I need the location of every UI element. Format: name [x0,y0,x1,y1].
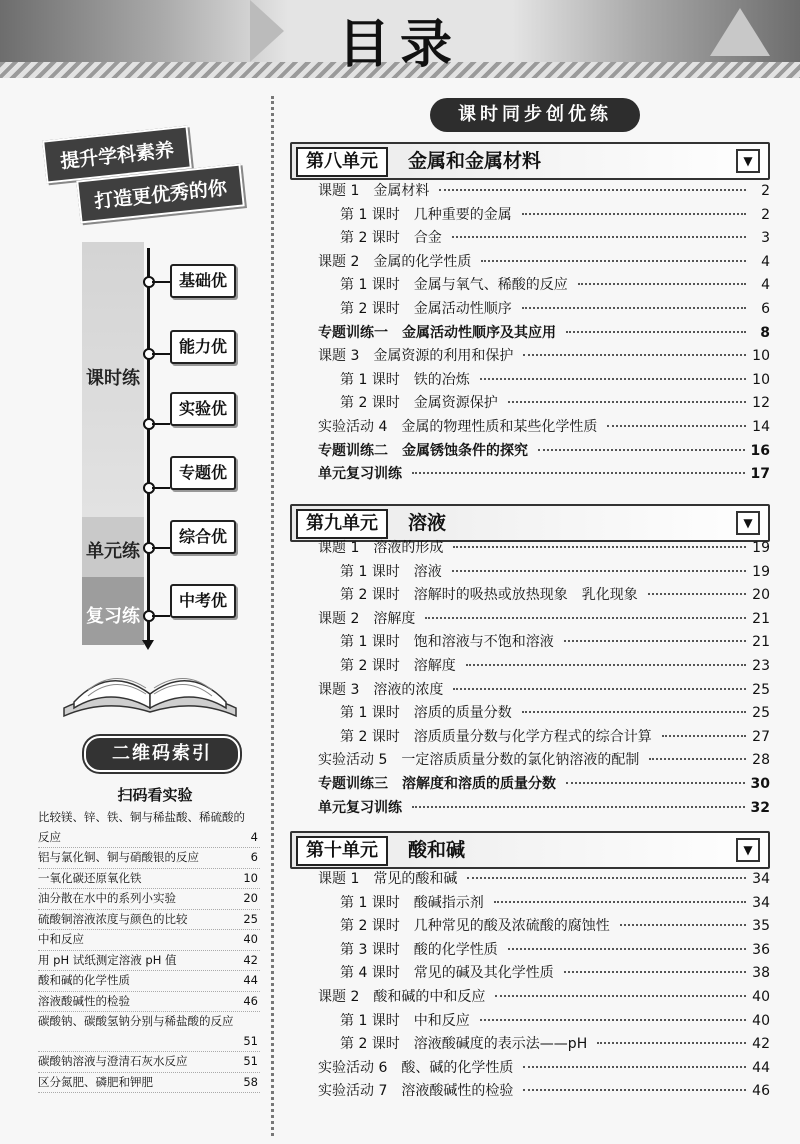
toc-row[interactable] [318,322,770,346]
dot-leader [453,688,746,690]
toc-row-label: 第 1 课时 中和反应 [340,1012,470,1029]
dot-leader [425,617,746,619]
toc-row-page: 8 [760,324,770,341]
dot-leader [508,948,746,950]
toc-row-page: 38 [752,965,770,982]
dot-leader [453,546,746,548]
toc-row[interactable] [318,204,770,228]
qr-item[interactable]: 用 pH 试纸测定溶液 pH 值 42 [38,951,260,972]
toc-row[interactable] [318,679,770,703]
toc-row-page: 16 [750,442,770,459]
toc-row-page: 4 [761,253,770,270]
toc-row-label: 第 2 课时 合金 [340,230,442,247]
dot-leader [523,1066,746,1068]
toc-row-label: 课题 1 常见的酸和碱 [318,871,458,887]
toc-row[interactable] [318,1033,770,1057]
toc-row-page: 34 [752,894,770,911]
toc-row-page: 2 [761,183,770,199]
toc-row-label: 实验活动 7 溶液酸碱性的检验 [318,1083,514,1100]
dot-leader [495,995,746,997]
toc-row-page: 12 [752,395,770,412]
toc-row-page: 46 [752,1083,770,1100]
unit-title: 溶液 [408,512,447,534]
unit-name: 第九单元 [296,509,388,539]
chevron-down-icon: ▼ [736,511,760,535]
toc-row-page: 40 [752,988,770,1005]
dot-leader [620,924,746,926]
toc-row-page: 6 [761,300,770,317]
dot-leader [480,1019,746,1021]
dot-leader [467,877,746,879]
qr-item[interactable]: 区分氮肥、磷肥和钾肥 58 [38,1073,260,1094]
ladder-axis [147,248,150,642]
dot-leader [481,260,746,262]
toc-row[interactable] [318,962,770,986]
toc-row[interactable] [318,180,770,204]
toc-row-label: 第 4 课时 常见的碱及其化学性质 [340,965,554,982]
toc-row-page: 25 [752,705,770,722]
dot-leader [452,570,746,572]
dot-leader [566,782,745,784]
dot-leader [538,449,745,451]
dot-leader [452,236,746,238]
dot-leader [578,283,746,285]
toc-row-page: 36 [752,941,770,958]
toc-row[interactable] [318,440,770,464]
toc-row-page: 27 [752,728,770,745]
qr-item[interactable]: 溶液酸碱性的检验 46 [38,992,260,1013]
dot-leader [597,1042,746,1044]
unit-header-10 [290,831,770,869]
chevron-down-icon: ▼ [736,149,760,173]
unit-name: 第十单元 [296,836,388,866]
toc-row-page: 23 [752,657,770,674]
toc-row-page: 32 [750,799,770,816]
dot-leader [522,307,746,309]
toc-row[interactable] [318,702,770,726]
ladder-item-topic: 专题优 [170,456,236,490]
toc-row-page: 20 [752,587,770,604]
toc-row[interactable] [318,1010,770,1034]
toc-row[interactable] [318,1057,770,1081]
side-label-review: 复习练 [86,606,140,627]
toc-row[interactable] [318,274,770,298]
dot-leader [494,901,746,903]
toc-row[interactable] [318,655,770,679]
side-label-unit: 单元练 [86,541,140,562]
toc-row-label: 第 1 课时 铁的冶炼 [340,371,470,388]
toc-row-label: 第 3 课时 酸的化学性质 [340,941,498,958]
toc-row-page: 42 [752,1036,770,1053]
toc-row-label: 专题训练三 溶解度和溶质的质量分数 [318,775,556,792]
ladder-item-comprehensive: 综合优 [170,520,236,554]
dot-leader [466,664,746,666]
toc-row-label: 单元复习训练 [318,466,402,483]
toc-row[interactable] [318,227,770,251]
toc-row-label: 实验活动 4 金属的物理性质和某些化学性质 [318,418,598,435]
toc-row-label: 专题训练一 金属活动性顺序及其应用 [318,324,556,341]
qr-index-subtitle: 扫码看实验 [117,786,193,804]
toc-row-page: 40 [752,1012,770,1029]
side-label-lesson: 课时练 [86,368,140,389]
toc-row-page: 21 [752,634,770,651]
ladder-item-basic: 基础优 [170,264,236,298]
dot-leader [649,758,746,760]
toc-row-page: 19 [752,540,770,556]
toc-row-label: 第 1 课时 溶质的质量分数 [340,705,512,722]
dot-leader [439,189,746,191]
toc-row-label: 课题 2 溶解度 [318,610,416,627]
toc-row-label: 专题训练二 金属锈蚀条件的探究 [318,442,528,459]
toc-row[interactable] [318,773,770,797]
ladder-item-exam: 中考优 [170,584,236,618]
toc-row[interactable] [318,986,770,1010]
dot-leader [523,354,746,356]
chevron-down-icon: ▼ [736,838,760,862]
toc-row-label: 课题 1 溶液的形成 [318,540,444,556]
toc-row-label: 实验活动 6 酸、碱的化学性质 [318,1059,514,1076]
toc-row[interactable] [318,749,770,773]
unit-title: 金属和金属材料 [408,150,542,172]
toc-row-page: 3 [761,230,770,247]
toc-row[interactable] [318,631,770,655]
section-banner: 课时同步创优练 [430,98,640,132]
toc-row-label: 第 2 课时 溶质质量分数与化学方程式的综合计算 [340,728,652,745]
toc-row-page: 10 [752,348,770,365]
ladder-item-experiment: 实验优 [170,392,236,426]
toc-row[interactable] [318,939,770,963]
toc-row-label: 第 2 课时 金属活动性顺序 [340,300,512,317]
dot-leader [412,472,745,474]
toc-row[interactable] [318,463,770,487]
toc-row[interactable] [318,416,770,440]
toc-row[interactable] [318,537,770,561]
toc-row-label: 第 1 课时 饱和溶液与不饱和溶液 [340,634,554,651]
toc-row[interactable] [318,1080,770,1104]
toc-row[interactable] [318,345,770,369]
qr-index-title: 二维码索引 [84,736,240,772]
dot-leader [648,593,746,595]
toc-row-label: 第 2 课时 金属资源保护 [340,395,498,412]
toc-row[interactable] [318,608,770,632]
toc-row-label: 第 1 课时 几种重要的金属 [340,206,512,223]
toc-row[interactable] [318,892,770,916]
dot-leader [508,401,746,403]
qr-item[interactable]: 一氧化碳还原氧化铁 10 [38,869,260,890]
ladder-arrow [142,640,154,650]
ladder-item-ability: 能力优 [170,330,236,364]
qr-item[interactable]: 比较镁、锌、铁、铜与稀盐酸、稀硫酸的 反应 4 [38,808,260,848]
toc-row-label: 课题 1 金属材料 [318,183,430,199]
toc-row[interactable] [318,251,770,275]
qr-item[interactable]: 碳酸钠溶液与澄清石灰水反应 51 [38,1052,260,1073]
toc-row-label: 第 1 课时 溶液 [340,563,442,580]
toc-row[interactable] [318,915,770,939]
toc-row-label: 第 2 课时 几种常见的酸及浓硫酸的腐蚀性 [340,918,610,935]
dot-leader [412,806,745,808]
toc-unit-8 [318,180,770,487]
toc-row-label: 第 1 课时 酸碱指示剂 [340,894,484,911]
toc-row-page: 21 [752,610,770,627]
qr-index-list [38,808,260,1093]
toc-row-label: 第 1 课时 金属与氧气、稀酸的反应 [340,277,568,294]
unit-title: 酸和碱 [408,839,466,861]
toc-row-page: 28 [752,752,770,769]
page-header [0,0,800,78]
toc-row[interactable] [318,561,770,585]
toc-row-label: 实验活动 5 一定溶质质量分数的氯化钠溶液的配制 [318,752,640,769]
dot-leader [523,1089,746,1091]
dot-leader [607,425,746,427]
toc-row-label: 第 2 课时 溶解时的吸热或放热现象 乳化现象 [340,587,638,604]
dot-leader [564,971,746,973]
toc-row-label: 课题 2 酸和碱的中和反应 [318,988,486,1005]
qr-item[interactable]: 硫酸铜溶液浓度与颜色的比较 25 [38,910,260,931]
dot-leader [522,213,746,215]
toc-row-page: 44 [752,1059,770,1076]
toc-row-page: 14 [752,418,770,435]
toc-row-label: 单元复习训练 [318,799,402,816]
page-title: 目录 [337,15,462,75]
practice-ladder [82,242,272,662]
toc-row[interactable] [318,584,770,608]
toc-row-page: 4 [761,277,770,294]
dot-leader [480,378,746,380]
toc-row-page: 2 [761,206,770,223]
toc-row-page: 10 [752,371,770,388]
toc-row[interactable] [318,298,770,322]
toc-unit-10 [318,868,770,1104]
toc-row-label: 课题 3 金属资源的利用和保护 [318,348,514,365]
unit-header-8 [290,142,770,180]
toc-row[interactable] [318,392,770,416]
toc-unit-9 [318,537,770,820]
toc-row-page: 19 [752,563,770,580]
toc-row[interactable] [318,868,770,892]
open-book-icon [60,658,240,718]
toc-row-page: 25 [752,681,770,698]
toc-row-label: 课题 3 溶液的浓度 [318,681,444,698]
qr-item[interactable]: 碳酸钠、碳酸氢钠分别与稀盐酸的反应 51 [38,1012,260,1052]
slogan-line-2: 打造更优秀的你 [76,163,245,223]
dot-leader [564,640,746,642]
toc-row-page: 30 [750,775,770,792]
toc-row[interactable] [318,797,770,821]
qr-item[interactable]: 油分散在水中的系列小实验 20 [38,889,260,910]
dot-leader [662,735,746,737]
dot-leader [566,331,746,333]
toc-row[interactable] [318,726,770,750]
dot-leader [522,711,746,713]
unit-name: 第八单元 [296,147,388,177]
toc-row[interactable] [318,369,770,393]
qr-item[interactable]: 酸和碱的化学性质 44 [38,971,260,992]
toc-row-label: 课题 2 金属的化学性质 [318,253,472,270]
toc-row-page: 34 [752,871,770,887]
qr-item[interactable]: 中和反应 40 [38,930,260,951]
toc-row-page: 35 [752,918,770,935]
toc-row-label: 第 2 课时 溶液酸碱度的表示法——pH [340,1036,588,1053]
toc-row-label: 第 2 课时 溶解度 [340,657,456,674]
qr-item[interactable]: 铝与氯化铜、铜与硝酸银的反应 6 [38,848,260,869]
toc-row-page: 17 [750,466,770,483]
slogan-line-1: 提升学科素养 [42,125,192,183]
